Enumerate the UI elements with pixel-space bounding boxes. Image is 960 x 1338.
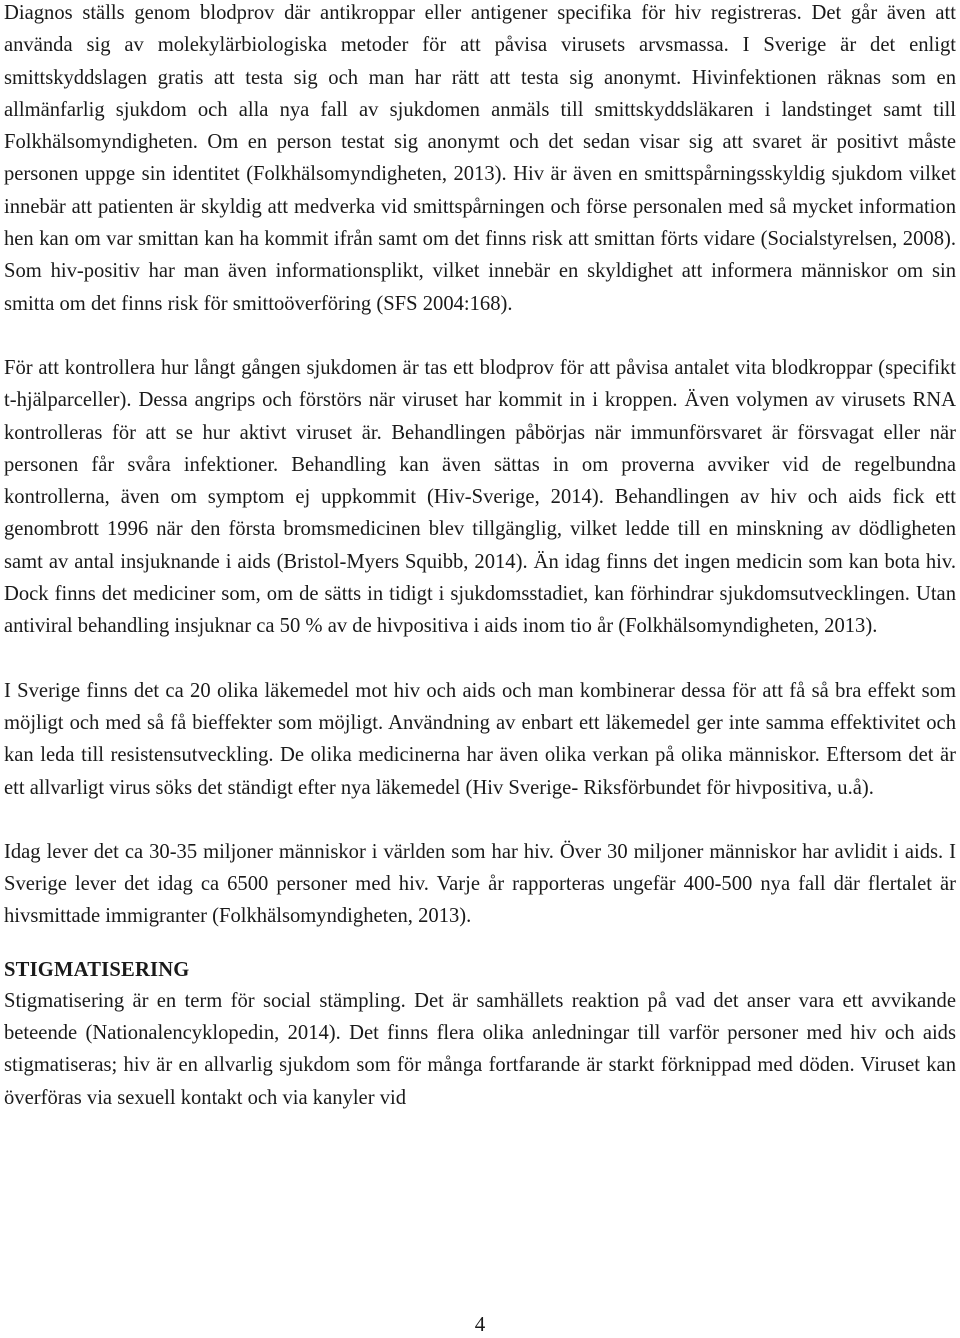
paragraph-gap bbox=[4, 643, 956, 675]
paragraph-diagnosis: Diagnos ställs genom blodprov där antikroppar eller antigener specifika för hiv registreras. Det går även att använda sig av molekylärbiologiska metoder för att påvisa virusets arvsmassa. I Sverige är det enligt smittskyddslagen gratis att testa sig och man har rätt att testa sig anonymt. Hivinfektionen räknas som en allmänfarlig sjukdom och alla nya fall av sjukdomen anmäls till smittskyddsläkaren i landstinget samt till Folkhälsomyndigheten. Om en person testat sig anonymt och det sedan visar sig att svaret är positivt måste personen uppge sin identitet (Folkhälsomyndigheten, 2013). Hiv är även en smittspårningsskyldig sjukdom vilket innebär att patienten är skyldig att medverka vid smittspårningen och förse personalen med så mycket information hen kan om var smittan kan ha kommit ifrån samt om det finns risk att smittan förts vidare (Socialstyrelsen, 2008). Som hiv-positiv har man även informationsplikt, vilket innebär en skyldighet att informera människor om sin smitta om det finns risk för smittoöverföring (SFS 2004:168). bbox=[4, 2, 956, 315]
paragraph-stigma: Stigmatisering är en term för social stämpling. Det är samhällets reaktion på vad det anser vara ett avvikande beteende (Nationalencyklopedin, 2014). Det finns flera olika anledningar till varför personer med hiv och aids stigmatiseras; hiv är en allvarlig sjukdom som för många fortfarande är starkt förknippad med döden. Viruset kan överföras via sexuell kontakt och via kanyler vid bbox=[4, 989, 956, 1109]
section-heading-stigmatisering: STIGMATISERING bbox=[4, 958, 190, 981]
paragraph-treatment: För att kontrollera hur långt gången sjukdomen är tas ett blodprov för att påvisa antalet vita blodkroppar (specifikt t-hjälparceller). Dessa angrips och förstörs när viruset har kommit in i kroppen. Även volymen av virusets RNA kontrolleras för att se hur aktivt viruset är. Behandlingen påbörjas när immunförsvaret är försvagat eller när personen får svåra infektioner. Behandling kan även sättas in om proverna avviker vid de regelbundna kontrollerna, även om symptom ej uppkommit (Hiv-Sverige, 2014). Behandlingen av hiv och aids fick ett genombrott 1996 när den första bromsmedicinen blev tillgänglig, vilket ledde till en minskning av dödligheten samt av antal insjuknande i aids (Bristol-Myers Squibb, 2014). Än idag finns det ingen medicin som kan bota hiv. Dock finns det mediciner som, om de sätts in tidigt i sjukdomsstadiet, kan förhindrar sjukdomsutvecklingen. Utan antiviral behandling insjuknar ca 50 % av de hivpositiva i aids inom tio år (Folkhälsomyndigheten, 2013). bbox=[4, 356, 956, 638]
paragraph-medication: I Sverige finns det ca 20 olika läkemedel mot hiv och aids och man kombinerar dessa för att få så bra effekt som möjligt och med så få bieffekter som möjligt. Användning av enbart ett läkemedel ger inte samma effektivitet och kan leda till resistensutveckling. De olika medicinerna har även olika verkan på olika människor. Eftersom det är ett allvarligt virus söks det ständigt efter nya läkemedel (Hiv Sverige- Riksförbundet för hivpositiva, u.å). bbox=[4, 679, 956, 799]
paragraph-gap bbox=[4, 320, 956, 352]
paragraph-gap bbox=[4, 804, 956, 836]
paragraph-prevalence: Idag lever det ca 30-35 miljoner människor i världen som har hiv. Över 30 miljoner människor har avlidit i aids. I Sverige lever det idag ca 6500 personer med hiv. Varje år rapporteras ungefär 400-500 nya fall där flertalet är hivsmittade immigranter (Folkhälsomyndigheten, 2013). bbox=[4, 840, 956, 928]
paragraph-gap bbox=[4, 933, 956, 955]
page-number: 4 bbox=[474, 1312, 486, 1336]
